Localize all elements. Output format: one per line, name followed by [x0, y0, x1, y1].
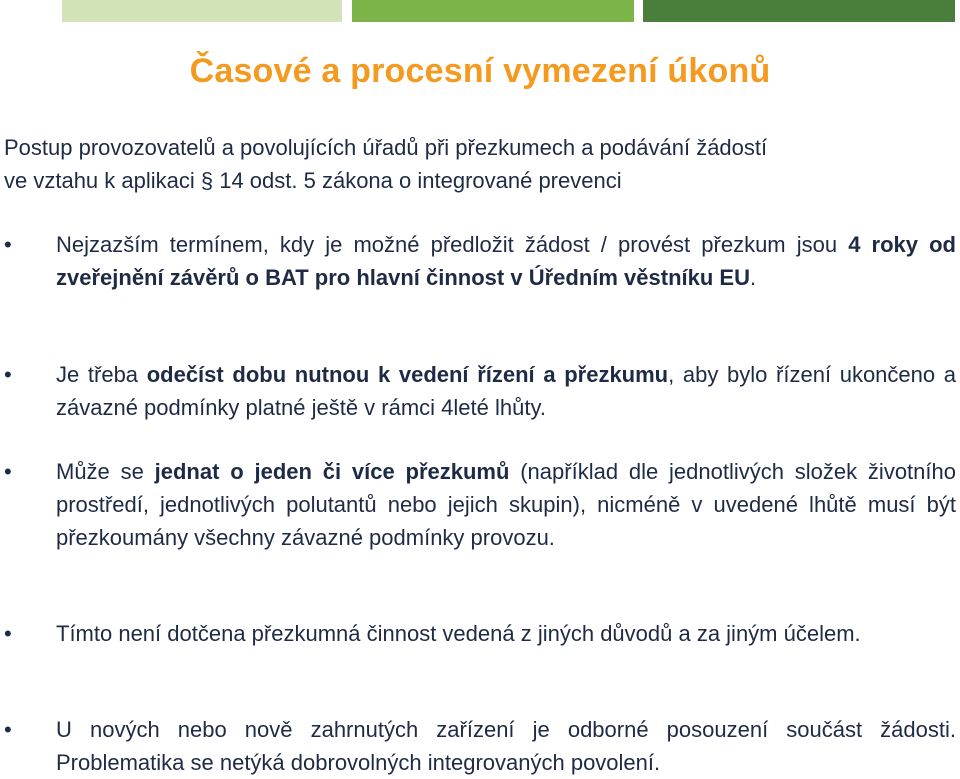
bullet-text-plain: . [749, 265, 757, 290]
bullet-icon: • [4, 621, 12, 646]
bullet-icon: • [4, 717, 12, 742]
bullet-text-bold: odečíst dobu nutnou k vedení řízení a přezkumu [146, 362, 669, 387]
intro-line-1: Postup provozovatelů a povolujících úřadů při přezkumech a podávání žádostí [4, 135, 768, 160]
bullet-text-plain: Může se [56, 459, 155, 484]
bullet-text [56, 228, 956, 294]
bullet-icon: • [4, 459, 12, 484]
bullet-text-plain: (například dle jednotlivých složek životního prostředí, jednotlivých polutantů nebo jejich skupin), nicméně v uvedené lhůtě musí být přezkoumány všechny závazné podmínky provozu. [56, 459, 956, 550]
intro-paragraph [4, 131, 954, 197]
bullet-text [56, 358, 956, 424]
header-bar-mid [352, 0, 634, 22]
bullet-text: U nových nebo nově zahrnutých zařízení je odborné posouzení součást žádosti. Problematika se netýká dobrovolných integrovaných povolení. [56, 717, 956, 775]
bullet-icon: • [4, 232, 12, 257]
bullet-text-bold: jednat o jeden či více přezkumů [154, 459, 510, 484]
slide-title: Časové a procesní vymezení úkonů [189, 52, 771, 90]
bullet-text-bold: 4 roky od zveřejnění závěrů o BAT pro hlavní činnost v Úředním věstníku EU [56, 232, 956, 290]
bullet-text-plain: Nejzazším termínem, kdy je možné předložit žádost / provést přezkum jsou [56, 232, 849, 257]
bullet-text-plain: Je třeba [56, 362, 147, 387]
bullet-icon: • [4, 362, 12, 387]
header-bar-dark [643, 0, 955, 22]
bullet-text: Tímto není dotčena přezkumná činnost vedená z jiných důvodů a za jiným účelem. [56, 621, 861, 646]
bullet-text [56, 455, 956, 554]
intro-line-2: ve vztahu k aplikaci § 14 odst. 5 zákona o integrované prevenci [4, 168, 622, 193]
header-bar-light [62, 0, 342, 22]
bullet-text-plain: , aby bylo řízení ukončeno a závazné podmínky platné ještě v rámci 4leté lhůty. [56, 362, 957, 420]
